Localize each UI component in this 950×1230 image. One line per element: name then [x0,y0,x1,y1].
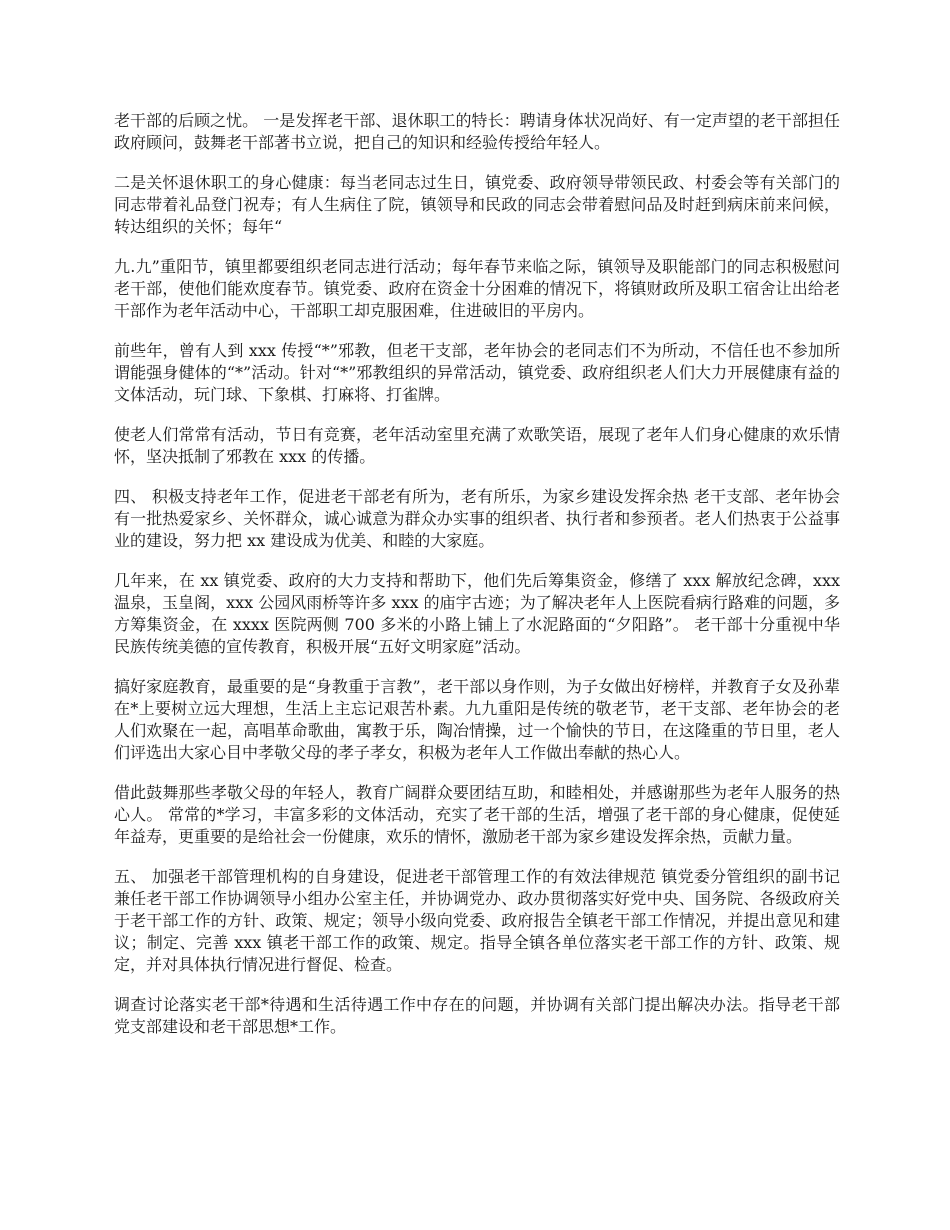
paragraph-6: 四、 积极支持老年工作，促进老干部老有所为，老有所乐，为家乡建设发挥余热 老干支部、老年协会有一批热爱家乡、关怀群众，诚心诚意为群众办实事的组织者、执行者和参预者。老人们热衷于公益事业的建设，努力把 xx 建设成为优美、和睦的大家庭。 [114,487,840,550]
document-body [114,110,840,1056]
paragraph-10: 五、 加强老干部管理机构的自身建设，促进老干部管理工作的有效法律规范 镇党委分管组织的副书记兼任老干部工作协调领导小组办公室主任，并协调党办、政办贯彻落实好党中央、国务院、各级政府关于老干部工作的方针、政策、规定；领导小级向党委、政府报告全镇老干部工作情况，并提出意见和建议；制定、完善 xxx 镇老干部工作的政策、规定。指导全镇各单位落实老干部工作的方针、政策、规定，并对具体执行情况进行督促、检查。 [114,867,840,974]
paragraph-3: 九.九”重阳节，镇里都要组织老同志进行活动；每年春节来临之际，镇领导及职能部门的同志积极慰问老干部，使他们能欢度春节。镇党委、政府在资金十分困难的情况下，将镇财政所及职工宿舍让出给老干部作为老年活动中心，干部职工却克服困难，住进破旧的平房内。 [114,257,840,320]
paragraph-5: 使老人们常常有活动，节日有竞赛，老年活动室里充满了欢歌笑语，展现了老年人们身心健康的欢乐情怀，坚决抵制了邪教在 xxx 的传播。 [114,425,840,466]
paragraph-4: 前些年，曾有人到 xxx 传授“*”邪教，但老干支部，老年协会的老同志们不为所动，不信任也不参加所谓能强身健体的“*”活动。针对“*”邪教组织的异常活动，镇党委、政府组织老人们大力开展健康有益的文体活动，玩门球、下象棋、打麻将、打雀牌。 [114,341,840,404]
paragraph-7: 几年来，在 xx 镇党委、政府的大力支持和帮助下，他们先后筹集资金，修缮了 xxx 解放纪念碑，xxx 温泉，玉皇阁，xxx 公园风雨桥等许多 xxx 的庙宇古迹；为了解决老年人上医院看病行路难的问题，多方筹集资金，在 xxxx 医院两侧 700 多米的小路上铺上了水泥路面的“夕阳路”。 老干部十分重视中华民族传统美德的宣传教育，积极开展“五好文明家庭”活动。 [114,571,840,656]
paragraph-8: 搞好家庭教育，最重要的是“身教重于言教”，老干部以身作则，为子女做出好榜样，并教育子女及孙辈在*上要树立远大理想，生活上主忘记艰苦朴素。九九重阳是传统的敬老节，老干支部、老年协会的老人们欢聚在一起，高唱革命歌曲，寓教于乐，陶冶情操，过一个愉快的节日，在这隆重的节日里，老人们评选出大家心目中孝敬父母的孝子孝女，积极为老年人工作做出奉献的热心人。 [114,677,840,762]
paragraph-2: 二是关怀退休职工的身心健康：每当老同志过生日，镇党委、政府领导带领民政、村委会等有关部门的同志带着礼品登门祝寿；有人生病住了院，镇领导和民政的同志会带着慰问品及时赶到病床前来问候，转达组织的关怀；每年“ [114,173,840,236]
paragraph-11: 调查讨论落实老干部*待遇和生活待遇工作中存在的问题，并协调有关部门提出解决办法。指导老干部党支部建设和老干部思想*工作。 [114,995,840,1036]
paragraph-9: 借此鼓舞那些孝敬父母的年轻人，教育广阔群众要团结互助，和睦相处，并感谢那些为老年人服务的热心人。 常常的*学习，丰富多彩的文体活动，充实了老干部的生活，增强了老干部的身心健康，促使延年益寿，更重要的是给社会一份健康，欢乐的情怀，激励老干部为家乡建设发挥余热，贡献力量。 [114,783,840,846]
paragraph-1: 老干部的后顾之忧。 一是发挥老干部、退休职工的特长：聘请身体状况尚好、有一定声望的老干部担任政府顾问，鼓舞老干部著书立说，把自己的知识和经验传授给年轻人。 [114,111,840,152]
